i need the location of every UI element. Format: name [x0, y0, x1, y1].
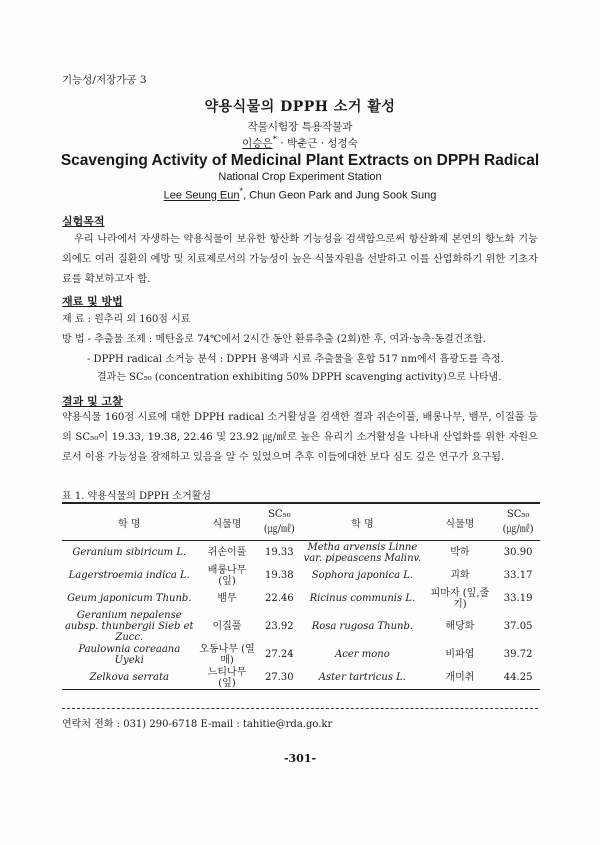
- scientific-name: Geum japonicum Thunb.: [67, 593, 192, 604]
- english-authors-rest: , Chun Geon Park and Jung Sook Sung: [243, 189, 437, 202]
- plant-name: 쥐손이풀: [207, 547, 247, 558]
- table-row: [62, 541, 540, 565]
- english-institution: National Crop Experiment Station: [218, 171, 382, 183]
- sc50-value: 22.46: [265, 593, 294, 604]
- sc50-value: 19.33: [265, 547, 294, 558]
- sc50-value: 23.92: [265, 621, 294, 632]
- english-author-first: Lee Seung Eun: [163, 189, 240, 202]
- plant-name: 이질풀: [212, 621, 242, 632]
- sc50-value: 30.90: [503, 547, 533, 558]
- scientific-name: Geranium nepalense aubsp. thunbergii Sieb et Zucc.: [64, 610, 194, 643]
- plant-name: 해당화: [445, 621, 475, 632]
- scientific-name: Geranium sibiricum L.: [72, 547, 187, 558]
- results-paragraph: 약용식물 160점 시료에 대한 DPPH radical 소거활성을 검색한 결과 쥐손이풀, 배롱나무, 뱀무, 이질풀 등의 SC₅₀이 19.33, 19.38, 22.46 및 23.92 ㎍/㎖로 높은 유리기 소거활성을 나타내 산업화를 위한 자원으로서 이용 가능성을 잠재하고 있음을 알 수 있었으며 추후 이들에대한 보다 심도 깊은 연구가 요구됨.: [62, 412, 538, 463]
- table-header: SC₅₀ (㎍/㎖): [258, 503, 302, 541]
- sc50-value: 39.72: [503, 649, 533, 660]
- plant-name: 오동나무 (열매): [199, 643, 255, 666]
- table-header: 학 명: [301, 503, 423, 541]
- scientific-name: Zelkova serrata: [62, 666, 197, 690]
- sc50-value: 44.25: [496, 666, 540, 690]
- objective-paragraph: 우리 나라에서 자생하는 약용식물이 보유한 항산화 기능성을 검색함으로써 항산화제 본연의 항노화 기능 외에도 여러 질환의 예방 및 치료제로서의 가능성이 높은 식물자원을 선발하고 이를 산업화하기 위한 기초자료를 확보하고자 함.: [62, 234, 538, 285]
- methods-heading: 재료 및 방법: [62, 295, 123, 308]
- sc50-value: 19.38: [265, 570, 294, 581]
- plant-name: 개미취: [424, 666, 497, 690]
- korean-authors-rest: · 박춘근 · 성정숙: [280, 137, 358, 150]
- table-row: [62, 587, 540, 610]
- page-number: -301-: [283, 752, 317, 765]
- results-heading: 결과 및 고찰: [62, 395, 123, 408]
- running-header: 기능성/저장가공 3: [62, 74, 147, 86]
- methods-line: 방 법 - 추출물 조제 : 메탄올로 74℃에서 2시간 동안 환류추출 (2회)한 후, 여과·농축·동결건조함.: [62, 334, 487, 345]
- plant-name: 비파엽: [445, 649, 475, 660]
- table-row: [62, 666, 540, 690]
- methods-line: - DPPH radical 소거능 분석 : DPPH 용액과 시료 추출물을 혼합 517 nm에서 흡광도를 측정.: [87, 354, 504, 365]
- footnote-divider: [62, 708, 538, 709]
- korean-institution: 작물시험장 특용작물과: [247, 121, 353, 133]
- scientific-name: Aster tartricus L.: [301, 666, 423, 690]
- scientific-name: Paulownia coreaana Uyeki: [78, 643, 181, 666]
- plant-name: 뱀무: [217, 593, 237, 604]
- contact-info: 연락처 전화 : 031) 290-6718 E-mail : tahitie@rda.go.kr: [62, 719, 333, 730]
- plant-name: 박하: [450, 547, 470, 558]
- table-header: 식물명: [424, 503, 497, 541]
- scientific-name: Metha arvensis Linne var. pipeascens Malinv.: [303, 541, 422, 564]
- methods-line: 결과는 SC₅₀ (concentration exhibiting 50% DPPH scavenging activity)으로 나타냄.: [97, 372, 502, 383]
- korean-author-first: 이승은: [242, 137, 273, 150]
- scientific-name: Acer mono: [335, 649, 390, 660]
- scientific-name: Rosa rugosa Thunb.: [311, 621, 414, 632]
- scientific-name: Sophora japonica L.: [311, 570, 414, 581]
- table-row: [62, 610, 540, 643]
- plant-name: 배롱나무 (잎): [207, 564, 247, 587]
- dpph-table: [62, 502, 540, 690]
- objective-heading: 실험목적: [62, 215, 105, 228]
- english-title: Scavenging Activity of Medicinal Plant Extracts on DPPH Radical: [60, 152, 540, 169]
- methods-line: 재 료 : 원추리 외 160점 시료: [62, 314, 191, 325]
- english-authors: Lee Seung Eun*, Chun Geon Park and Jung Sook Sung: [163, 186, 437, 202]
- scientific-name: Lagerstroemia indica L.: [68, 570, 190, 581]
- korean-title: 약용식물의 DPPH 소거 활성: [204, 99, 396, 115]
- table-header: 식물명: [197, 503, 258, 541]
- sc50-value: 37.05: [503, 621, 533, 632]
- plant-name: 괴화: [450, 570, 470, 581]
- sc50-value: 27.24: [265, 649, 294, 660]
- table-caption: 표 1. 약용식물의 DPPH 소거활성: [62, 491, 212, 502]
- table-row: [62, 643, 540, 666]
- plant-name: 느티나무 (잎): [197, 666, 258, 690]
- table-header: 학 명: [62, 503, 197, 541]
- table-header: SC₅₀ (㎍/㎖): [496, 503, 540, 541]
- table-row: [62, 564, 540, 587]
- korean-authors: 이승은* · 박춘근 · 성정숙: [242, 135, 358, 150]
- plant-name: 피마자 (잎,줄기): [430, 587, 490, 610]
- sc50-value: 33.17: [503, 570, 533, 581]
- scientific-name: Ricinus communis L.: [309, 593, 416, 604]
- sc50-value: 27.30: [258, 666, 302, 690]
- sc50-value: 33.19: [503, 593, 533, 604]
